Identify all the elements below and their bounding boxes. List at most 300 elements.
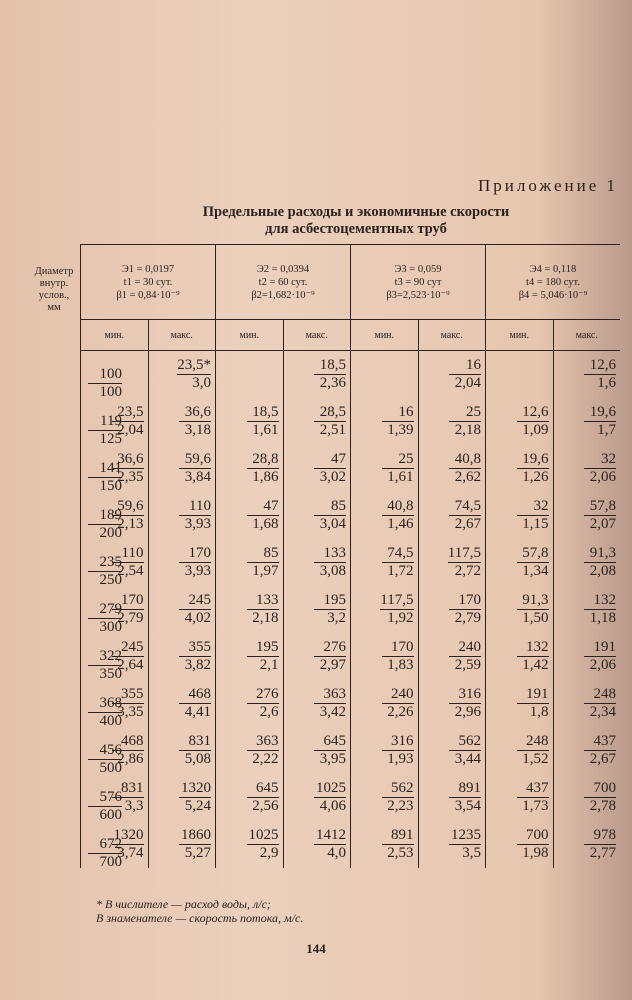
numerator: 119 bbox=[100, 413, 122, 429]
table-cell bbox=[486, 445, 554, 492]
denominator: 3,2 bbox=[314, 609, 346, 627]
fraction bbox=[382, 498, 414, 533]
fraction bbox=[314, 780, 346, 815]
fraction bbox=[448, 545, 481, 580]
denominator: 2,78 bbox=[584, 797, 616, 815]
fraction bbox=[247, 639, 279, 674]
group-b: β1 = 0,84·10⁻⁹ bbox=[116, 289, 180, 301]
numerator: 316 bbox=[458, 686, 481, 702]
table-cell bbox=[486, 680, 554, 727]
fraction bbox=[449, 592, 481, 627]
numerator: 189 bbox=[99, 507, 122, 523]
fraction bbox=[314, 545, 346, 580]
fraction bbox=[382, 451, 414, 486]
denominator: 3,95 bbox=[314, 750, 346, 768]
table-cell bbox=[283, 586, 351, 633]
denominator: 4,06 bbox=[314, 797, 346, 815]
fraction bbox=[177, 357, 211, 392]
numerator: 248 bbox=[593, 686, 616, 702]
fraction bbox=[247, 545, 279, 580]
numerator: 117,5 bbox=[447, 545, 481, 561]
numerator: 355 bbox=[121, 686, 144, 702]
fraction bbox=[449, 357, 481, 392]
table-cell bbox=[553, 821, 620, 868]
denominator: 2,54 bbox=[112, 562, 144, 580]
table-cell bbox=[283, 398, 351, 445]
denominator: 1,42 bbox=[517, 656, 549, 674]
table-row bbox=[81, 774, 621, 821]
denominator: 1,72 bbox=[382, 562, 414, 580]
fraction bbox=[247, 404, 279, 439]
fraction bbox=[382, 827, 414, 862]
table-cell bbox=[486, 774, 554, 821]
denominator: 2,35 bbox=[112, 468, 144, 486]
fraction bbox=[449, 686, 481, 721]
fraction bbox=[584, 404, 616, 439]
numerator: 1025 bbox=[248, 827, 279, 843]
min-header: мин. bbox=[486, 320, 554, 351]
denominator: 1,6 bbox=[584, 374, 616, 392]
denominator: 700 bbox=[88, 853, 122, 871]
numerator: 91,3 bbox=[589, 545, 616, 561]
table-cell bbox=[486, 633, 554, 680]
numerator: 74,5 bbox=[454, 498, 481, 514]
denominator: 1,92 bbox=[380, 609, 413, 627]
table-cell bbox=[553, 727, 620, 774]
denominator: 2,51 bbox=[314, 421, 346, 439]
numerator: 831 bbox=[188, 733, 211, 749]
numerator: 562 bbox=[458, 733, 481, 749]
table-cell bbox=[148, 727, 216, 774]
numerator: 276 bbox=[323, 639, 346, 655]
numerator: 191 bbox=[593, 639, 616, 655]
table-cell bbox=[351, 492, 419, 539]
denominator: 2,1 bbox=[247, 656, 279, 674]
group-t: t4 = 180 сут. bbox=[526, 276, 580, 288]
denominator: 1,86 bbox=[247, 468, 279, 486]
table-cell bbox=[418, 774, 486, 821]
denominator: 2,22 bbox=[247, 750, 279, 768]
fraction bbox=[112, 733, 144, 768]
numerator: 322 bbox=[99, 648, 122, 664]
numerator: 235 bbox=[99, 554, 122, 570]
denominator: 1,61 bbox=[382, 468, 414, 486]
fraction bbox=[112, 545, 144, 580]
table-cell bbox=[216, 821, 284, 868]
denominator: 1,8 bbox=[517, 703, 549, 721]
table-row bbox=[81, 586, 621, 633]
max-header: макс. bbox=[553, 320, 620, 351]
fraction bbox=[517, 827, 549, 862]
numerator: 132 bbox=[593, 592, 616, 608]
numerator: 25 bbox=[398, 451, 414, 467]
numerator: 248 bbox=[526, 733, 549, 749]
table-cell bbox=[81, 492, 149, 539]
fraction bbox=[179, 404, 211, 439]
table-cell bbox=[216, 727, 284, 774]
denominator: 500 bbox=[88, 759, 122, 777]
numerator: 1412 bbox=[316, 827, 346, 843]
denominator: 2,79 bbox=[449, 609, 481, 627]
fraction bbox=[112, 451, 144, 486]
table-cell bbox=[418, 539, 486, 586]
table-row bbox=[81, 539, 621, 586]
denominator: 2,64 bbox=[112, 656, 144, 674]
fraction bbox=[179, 733, 211, 768]
denominator: 3,82 bbox=[179, 656, 211, 674]
table-cell bbox=[486, 539, 554, 586]
denominator: 1,68 bbox=[247, 515, 279, 533]
table-cell bbox=[351, 727, 419, 774]
table-cell bbox=[351, 398, 419, 445]
group-header-row bbox=[81, 245, 621, 320]
numerator: 891 bbox=[391, 827, 414, 843]
fraction bbox=[517, 686, 549, 721]
denominator: 5,08 bbox=[179, 750, 211, 768]
table-title-line-2: для асбестоцементных труб bbox=[265, 221, 447, 237]
denominator: 2,72 bbox=[448, 562, 481, 580]
denominator: 1,73 bbox=[517, 797, 549, 815]
table-cell bbox=[283, 445, 351, 492]
fraction bbox=[517, 404, 549, 439]
numerator: 28,8 bbox=[252, 451, 279, 467]
group-header bbox=[351, 245, 486, 320]
table-cell bbox=[216, 398, 284, 445]
denominator: 2,06 bbox=[584, 656, 616, 674]
table-row bbox=[81, 727, 621, 774]
fraction bbox=[517, 498, 549, 533]
fraction bbox=[449, 780, 481, 815]
fraction bbox=[179, 639, 211, 674]
denominator: 2,67 bbox=[449, 515, 481, 533]
table-cell bbox=[216, 445, 284, 492]
fraction bbox=[584, 827, 616, 862]
denominator: 300 bbox=[88, 618, 122, 636]
diameter-header-line: услов., bbox=[38, 290, 70, 301]
denominator: 2,86 bbox=[112, 750, 144, 768]
numerator: 133 bbox=[256, 592, 279, 608]
numerator: 40,8 bbox=[387, 498, 414, 514]
group-header bbox=[486, 245, 621, 320]
fraction bbox=[449, 451, 481, 486]
numerator: 141 bbox=[99, 460, 122, 476]
table-cell bbox=[351, 821, 419, 868]
table-cell bbox=[216, 633, 284, 680]
denominator: 3,0 bbox=[177, 374, 211, 392]
denominator: 5,24 bbox=[179, 797, 211, 815]
denominator: 1,61 bbox=[247, 421, 279, 439]
numerator: 110 bbox=[121, 545, 144, 561]
denominator: 2,9 bbox=[247, 844, 279, 862]
table-cell bbox=[283, 539, 351, 586]
footnote-line-1: * В числителе — расход воды, л/с; bbox=[96, 897, 271, 911]
table-cell bbox=[418, 586, 486, 633]
table-cell bbox=[148, 633, 216, 680]
table-cell bbox=[283, 727, 351, 774]
denominator: 3,18 bbox=[179, 421, 211, 439]
table-cell bbox=[418, 727, 486, 774]
fraction bbox=[179, 451, 211, 486]
fraction bbox=[112, 404, 144, 439]
denominator: 3,54 bbox=[449, 797, 481, 815]
denominator: 150 bbox=[88, 477, 122, 495]
table-cell bbox=[418, 492, 486, 539]
numerator: 195 bbox=[323, 592, 346, 608]
diameter-header-line: Диаметр bbox=[34, 266, 74, 277]
numerator: 100 bbox=[99, 366, 122, 382]
table-cell bbox=[418, 351, 486, 399]
fraction bbox=[517, 545, 549, 580]
table-cell bbox=[216, 539, 284, 586]
numerator: 891 bbox=[458, 780, 481, 796]
table-cell bbox=[553, 774, 620, 821]
numerator: 437 bbox=[593, 733, 616, 749]
fraction bbox=[247, 780, 279, 815]
fraction bbox=[179, 827, 211, 862]
denominator: 2,36 bbox=[314, 374, 346, 392]
denominator: 3,5 bbox=[449, 844, 481, 862]
numerator: 468 bbox=[188, 686, 211, 702]
fraction bbox=[179, 592, 211, 627]
fraction bbox=[584, 592, 616, 627]
table-cell bbox=[283, 680, 351, 727]
fraction bbox=[382, 780, 414, 815]
fraction bbox=[584, 357, 616, 392]
table-cell bbox=[148, 680, 216, 727]
fraction bbox=[179, 545, 211, 580]
denominator: 2,23 bbox=[382, 797, 414, 815]
denominator: 2,34 bbox=[584, 703, 616, 721]
denominator: 2,08 bbox=[584, 562, 616, 580]
table-cell bbox=[351, 539, 419, 586]
numerator: 245 bbox=[188, 592, 211, 608]
fraction bbox=[112, 498, 144, 533]
fraction bbox=[584, 639, 616, 674]
table-cell bbox=[351, 445, 419, 492]
numerator: 59,6 bbox=[184, 451, 211, 467]
flow-velocity-table bbox=[80, 244, 620, 868]
numerator: 195 bbox=[256, 639, 279, 655]
numerator: 85 bbox=[263, 545, 279, 561]
fraction bbox=[584, 451, 616, 486]
fraction bbox=[247, 498, 279, 533]
numerator: 117,5 bbox=[380, 592, 414, 608]
numerator: 978 bbox=[593, 827, 616, 843]
fraction bbox=[584, 780, 616, 815]
table-cell bbox=[553, 633, 620, 680]
fraction bbox=[179, 780, 211, 815]
numerator: 12,6 bbox=[589, 357, 616, 373]
denominator: 3,08 bbox=[314, 562, 346, 580]
denominator: 1,98 bbox=[517, 844, 549, 862]
denominator: 3,3 bbox=[112, 797, 144, 815]
denominator: 2,77 bbox=[584, 844, 616, 862]
table-cell bbox=[418, 445, 486, 492]
fraction bbox=[584, 545, 616, 580]
table-cell bbox=[283, 774, 351, 821]
fraction bbox=[314, 404, 346, 439]
denominator: 100 bbox=[88, 383, 122, 401]
fraction bbox=[382, 404, 414, 439]
numerator: 47 bbox=[263, 498, 279, 514]
denominator: 2,07 bbox=[584, 515, 616, 533]
fraction bbox=[382, 639, 414, 674]
table-cell bbox=[148, 492, 216, 539]
denominator: 2,13 bbox=[112, 515, 144, 533]
denominator: 2,67 bbox=[584, 750, 616, 768]
fraction bbox=[517, 639, 549, 674]
numerator: 28,5 bbox=[319, 404, 346, 420]
denominator: 250 bbox=[88, 571, 122, 589]
appendix-label: Приложение 1 bbox=[478, 176, 618, 195]
numerator: 456 bbox=[99, 742, 122, 758]
fraction bbox=[314, 639, 346, 674]
numerator: 240 bbox=[458, 639, 481, 655]
fraction bbox=[247, 827, 279, 862]
table-cell bbox=[81, 633, 149, 680]
denominator: 3,84 bbox=[179, 468, 211, 486]
fraction bbox=[584, 498, 616, 533]
page-number: 144 bbox=[306, 941, 326, 956]
table-row bbox=[81, 680, 621, 727]
denominator: 2,04 bbox=[112, 421, 144, 439]
table-cell bbox=[81, 445, 149, 492]
fraction bbox=[314, 733, 346, 768]
denominator: 200 bbox=[88, 524, 122, 542]
table-cell bbox=[351, 633, 419, 680]
numerator: 36,6 bbox=[117, 451, 144, 467]
numerator: 59,6 bbox=[117, 498, 144, 514]
table-cell bbox=[486, 492, 554, 539]
table-cell bbox=[486, 351, 554, 399]
numerator: 700 bbox=[526, 827, 549, 843]
group-b: β2=1,682·10⁻⁹ bbox=[251, 289, 315, 301]
denominator: 2,04 bbox=[449, 374, 481, 392]
fraction bbox=[449, 498, 481, 533]
group-t: t1 = 30 сут. bbox=[123, 276, 173, 288]
numerator: 18,5 bbox=[319, 357, 346, 373]
table-cell bbox=[81, 539, 149, 586]
denominator: 4,0 bbox=[314, 844, 346, 862]
numerator: 316 bbox=[391, 733, 414, 749]
numerator: 1025 bbox=[316, 780, 346, 796]
numerator: 363 bbox=[323, 686, 346, 702]
fraction bbox=[382, 545, 414, 580]
table-cell bbox=[418, 633, 486, 680]
table-cell bbox=[486, 398, 554, 445]
table-cell bbox=[81, 351, 149, 399]
table-cell bbox=[148, 586, 216, 633]
fraction bbox=[314, 498, 346, 533]
numerator: 1320 bbox=[181, 780, 211, 796]
numerator: 170 bbox=[121, 592, 144, 608]
numerator: 170 bbox=[391, 639, 414, 655]
numerator: 279 bbox=[99, 601, 122, 617]
fraction bbox=[112, 827, 144, 862]
numerator: 355 bbox=[188, 639, 211, 655]
table-cell bbox=[486, 586, 554, 633]
table-cell bbox=[81, 821, 149, 868]
numerator: 133 bbox=[323, 545, 346, 561]
denominator: 1,09 bbox=[517, 421, 549, 439]
numerator: 74,5 bbox=[387, 545, 414, 561]
numerator: 85 bbox=[331, 498, 346, 514]
numerator: 363 bbox=[256, 733, 279, 749]
numerator: 562 bbox=[391, 780, 414, 796]
diameter-header-line: мм bbox=[47, 302, 61, 313]
min-header: мин. bbox=[81, 320, 149, 351]
table-cell bbox=[351, 774, 419, 821]
denominator: 2,26 bbox=[382, 703, 414, 721]
table-title-line-1: Предельные расходы и экономичные скорости bbox=[202, 204, 510, 220]
table-cell bbox=[351, 586, 419, 633]
table-cell bbox=[283, 351, 351, 399]
group-e: Э1 = 0,0197 bbox=[121, 263, 175, 275]
numerator: 57,8 bbox=[522, 545, 549, 561]
table-cell bbox=[553, 539, 620, 586]
table-cell bbox=[553, 398, 620, 445]
group-e: Э3 = 0,059 bbox=[394, 263, 442, 275]
table-cell bbox=[216, 586, 284, 633]
denominator: 2,18 bbox=[449, 421, 481, 439]
numerator: 19,6 bbox=[589, 404, 616, 420]
fraction bbox=[382, 733, 414, 768]
group-b: β4 = 5,046·10⁻⁹ bbox=[518, 289, 588, 301]
fraction bbox=[247, 451, 279, 486]
table-cell bbox=[81, 680, 149, 727]
diameter-header bbox=[28, 266, 80, 314]
fraction bbox=[112, 639, 144, 674]
max-header: макс. bbox=[418, 320, 486, 351]
fraction bbox=[584, 733, 616, 768]
diameter-header-line: внутр. bbox=[39, 278, 69, 289]
denominator: 2,06 bbox=[584, 468, 616, 486]
denominator: 3,35 bbox=[112, 703, 144, 721]
numerator: 32 bbox=[601, 451, 616, 467]
numerator: 12,6 bbox=[522, 404, 549, 420]
denominator: 2,53 bbox=[382, 844, 414, 862]
denominator: 2,97 bbox=[314, 656, 346, 674]
numerator: 1235 bbox=[451, 827, 481, 843]
denominator: 2,96 bbox=[449, 703, 481, 721]
fraction bbox=[449, 733, 481, 768]
numerator: 437 bbox=[526, 780, 549, 796]
numerator: 245 bbox=[121, 639, 144, 655]
denominator: 1,93 bbox=[382, 750, 414, 768]
table-cell bbox=[148, 398, 216, 445]
numerator: 57,8 bbox=[589, 498, 616, 514]
fraction bbox=[112, 780, 144, 815]
denominator: 1,34 bbox=[517, 562, 549, 580]
numerator: 25 bbox=[466, 404, 481, 420]
numerator: 16 bbox=[466, 357, 481, 373]
footnote-line-2: В знаменателе — скорость потока, м/с. bbox=[96, 911, 304, 925]
table-row bbox=[81, 633, 621, 680]
fraction bbox=[517, 592, 549, 627]
fraction bbox=[112, 592, 144, 627]
table-cell bbox=[553, 445, 620, 492]
table-cell bbox=[418, 821, 486, 868]
numerator: 240 bbox=[391, 686, 414, 702]
table-cell bbox=[418, 398, 486, 445]
table-cell bbox=[81, 398, 149, 445]
fraction bbox=[382, 686, 414, 721]
fraction bbox=[314, 686, 346, 721]
numerator: 468 bbox=[121, 733, 144, 749]
numerator: 36,6 bbox=[184, 404, 211, 420]
fraction bbox=[449, 404, 481, 439]
group-t: t3 = 90 сут bbox=[394, 276, 442, 288]
